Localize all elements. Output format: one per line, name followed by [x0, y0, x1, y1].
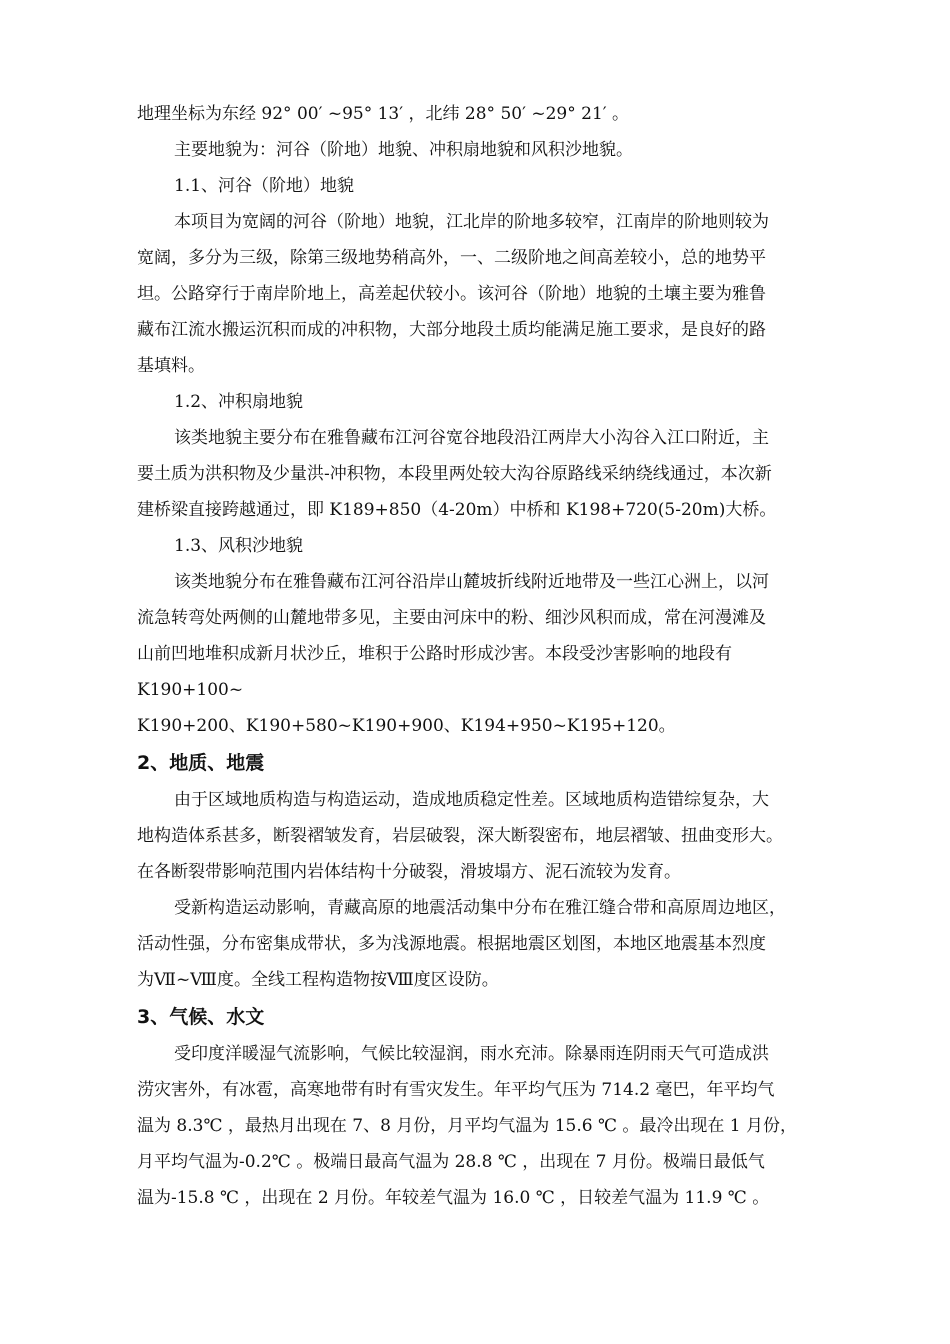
text-line: 地构造体系甚多，断裂褶皱发育，岩层破裂，深大断裂密布，地层褶皱、扭曲变形大。 [137, 826, 783, 846]
paragraph [137, 168, 857, 204]
text-line: 流急转弯处两侧的山麓地带多见，主要由河床中的粉、细沙风积而成，常在河漫滩及 [137, 608, 766, 628]
paragraph [137, 890, 857, 998]
text-line: 要土质为洪积物及少量洪-冲积物，本段里两处较大沟谷原路线采纳绕线通过，本次新 [137, 464, 772, 484]
text-line: 温为-15.8 ℃ ，出现在 2 月份。年较差气温为 16.0 ℃ ，日较差气温为 11.9 ℃ 。 [137, 1188, 770, 1208]
text-line: 在各断裂带影响范围内岩体结构十分破裂，滑坡塌方、泥石流较为发育。 [137, 862, 681, 882]
text-line: K190+100~ [137, 680, 244, 700]
document-body [137, 96, 857, 1216]
text-line: 涝灾害外，有冰雹，高寒地带有时有雪灾发生。年平均气压为 714.2 毫巴，年平均气 [137, 1080, 775, 1100]
text-line: 建桥梁直接跨越通过，即 K189+850（4-20m）中桥和 K198+720(5-20m)大桥。 [137, 500, 777, 520]
text-line: 月平均气温为-0.2℃ 。极端日最高气温为 28.8 ℃ ，出现在 7 月份。极端日最低气 [137, 1152, 765, 1172]
text-line: 坦。公路穿行于南岸阶地上，高差起伏较小。该河谷（阶地）地貌的土壤主要为雅鲁 [137, 284, 766, 304]
paragraph [137, 782, 857, 890]
text-line: 由于区域地质构造与构造运动，造成地质稳定性差。区域地质构造错综复杂，大 [174, 790, 769, 810]
section-heading: 2、地质、地震 [137, 752, 265, 774]
text-line: 1.3、风积沙地貌 [174, 536, 304, 556]
paragraph [137, 420, 857, 528]
text-line: 基填料。 [137, 356, 205, 376]
text-line: 受新构造运动影响，青藏高原的地震活动集中分布在雅江缝合带和高原周边地区， [174, 898, 786, 918]
paragraph [137, 384, 857, 420]
text-line: K190+200、K190+580~K190+900、K194+950~K195+120。 [137, 716, 676, 736]
text-line: 为Ⅶ~Ⅷ度。全线工程构造物按Ⅷ度区设防。 [137, 970, 499, 990]
text-line: 受印度洋暖湿气流影响，气候比较湿润，雨水充沛。除暴雨连阴雨天气可造成洪 [174, 1044, 769, 1064]
paragraph [137, 132, 857, 168]
text-line: 该类地貌分布在雅鲁藏布江河谷沿岸山麓坡折线附近地带及一些江心洲上，以河 [174, 572, 769, 592]
text-line: 主要地貌为：河谷（阶地）地貌、冲积扇地貌和风积沙地貌。 [174, 140, 633, 160]
text-line: 藏布江流水搬运沉积而成的冲积物，大部分地段土质均能满足施工要求，是良好的路 [137, 320, 766, 340]
section-heading: 3、气候、水文 [137, 1006, 265, 1028]
text-line: 本项目为宽阔的河谷（阶地）地貌，江北岸的阶地多较窄，江南岸的阶地则较为 [174, 212, 769, 232]
paragraph [137, 528, 857, 564]
paragraph [137, 204, 857, 384]
text-line: 地理坐标为东经 92° 00′ ~95° 13′ ，北纬 28° 50′ ~29° 21′ 。 [137, 104, 630, 124]
paragraph [137, 564, 857, 744]
text-line: 宽阔，多分为三级，除第三级地势稍高外，一、二级阶地之间高差较小，总的地势平 [137, 248, 766, 268]
text-line: 活动性强，分布密集成带状，多为浅源地震。根据地震区划图，本地区地震基本烈度 [137, 934, 766, 954]
text-line: 1.2、冲积扇地貌 [174, 392, 304, 412]
paragraph [137, 96, 857, 132]
paragraph [137, 1036, 857, 1216]
text-line: 1.1、河谷（阶地）地貌 [174, 176, 355, 196]
text-line: 该类地貌主要分布在雅鲁藏布江河谷宽谷地段沿江两岸大小沟谷入江口附近，主 [174, 428, 769, 448]
text-line: 温为 8.3℃ ，最热月出现在 7、8 月份，月平均气温为 15.6 ℃ 。最冷出现在 1 月份， [137, 1116, 798, 1136]
text-line: 山前凹地堆积成新月状沙丘，堆积于公路时形成沙害。本段受沙害影响的地段有 [137, 644, 732, 664]
